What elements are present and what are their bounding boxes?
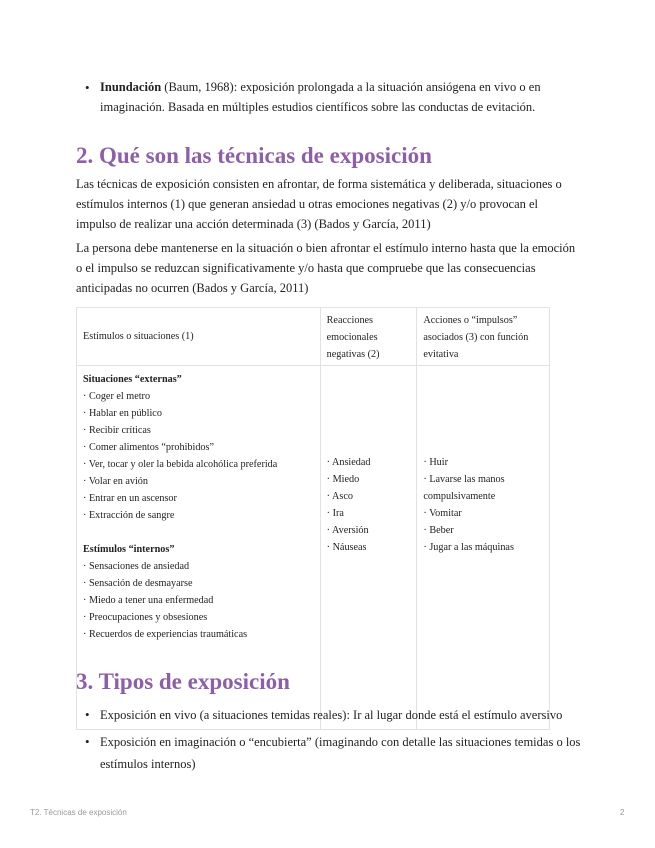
- bullet-text: (Baum, 1968): exposición prolongada a la situación ansiógena en vivo o en imaginación. Basada en múltiples estudios científicos sobre las conductas de evitación.: [100, 80, 541, 114]
- section-2-paragraph-1: Las técnicas de exposición consisten en afrontar, de forma sistemática y deliberada, situaciones o estímulos internos (1) que generan ansiedad u otras emociones negativas (2) y/o provocan el impulso de realizar una acción determinada (3) (Bados y García, 2011): [76, 177, 562, 231]
- list-item: · Preocupaciones y obsesiones: [83, 612, 208, 623]
- list-item: · Miedo a tener una enfermedad: [83, 595, 214, 606]
- list-item: · Miedo: [326, 474, 360, 485]
- bullet-inundacion: [76, 78, 571, 117]
- list-item: · Huir: [423, 457, 448, 468]
- list-item: • Exposición en imaginación o “encubierta” (imaginando con detalle las situaciones temidas o los estímulos internos): [76, 731, 581, 775]
- list-item: · Asco: [326, 491, 353, 502]
- actions-cell: [417, 366, 550, 730]
- list-item: · Ansiedad: [326, 457, 371, 468]
- list-item: · Sensación de desmayarse: [83, 578, 193, 589]
- section-2-heading: 2. Qué son las técnicas de exposición: [76, 143, 432, 168]
- section-3-list: [76, 704, 581, 780]
- section-3-heading: 3. Tipos de exposición: [76, 669, 290, 694]
- spacer: [83, 524, 314, 541]
- external-title: Situaciones “externas”: [83, 374, 182, 385]
- list-item: · Beber: [423, 525, 454, 536]
- list-item: · Comer alimentos “prohibidos”: [83, 442, 214, 453]
- list-item: · Vomitar: [423, 508, 462, 519]
- list-item: · Sensaciones de ansiedad: [83, 561, 190, 572]
- table-header-emotions: Reacciones emocionales negativas (2): [320, 308, 417, 366]
- list-item: · Coger el metro: [83, 391, 151, 402]
- exposure-table: [76, 307, 550, 730]
- footer-title: T2. Técnicas de exposición: [30, 808, 127, 817]
- list-item: · Ver, tocar y oler la bebida alcohólica preferida: [83, 459, 278, 470]
- internal-title: Estímulos “internos”: [83, 544, 175, 555]
- list-item: · Jugar a las máquinas: [423, 542, 514, 553]
- list-item: · Hablar en público: [83, 408, 162, 419]
- page-number: 2: [620, 808, 625, 817]
- list-item: • Exposición en vivo (a situaciones temidas reales): Ir al lugar donde está el estímulo aversivo: [76, 704, 581, 726]
- list-item: · Náuseas: [326, 542, 367, 553]
- section-2-paragraph-2: La persona debe mantenerse en la situación o bien afrontar el estímulo interno hasta que la emoción o el impulso se reduzcan significativamente y/o hasta que compruebe que las consecuencias anticipadas no ocurren (Bados y García, 2011): [76, 241, 576, 295]
- list-item: · Recibir críticas: [83, 425, 151, 436]
- top-bullet-list: [76, 78, 571, 117]
- list-item: · Ira: [326, 508, 344, 519]
- list-item: · Aversión: [326, 525, 369, 536]
- bullet-bold-term: Inundación: [100, 80, 162, 94]
- emotions-cell: [320, 366, 417, 730]
- list-item: · Extracción de sangre: [83, 510, 175, 521]
- table-header-stimuli: Estímulos o situaciones (1): [77, 308, 321, 366]
- list-item: · Lavarse las manos compulsivamente: [423, 474, 505, 502]
- table-header-row: [77, 308, 550, 366]
- list-item: · Recuerdos de experiencias traumáticas: [83, 629, 248, 640]
- list-item: · Volar en avión: [83, 476, 148, 487]
- list-item: · Entrar en un ascensor: [83, 493, 177, 504]
- table-header-actions: Acciones o “impulsos” asociados (3) con función evitativa: [417, 308, 550, 366]
